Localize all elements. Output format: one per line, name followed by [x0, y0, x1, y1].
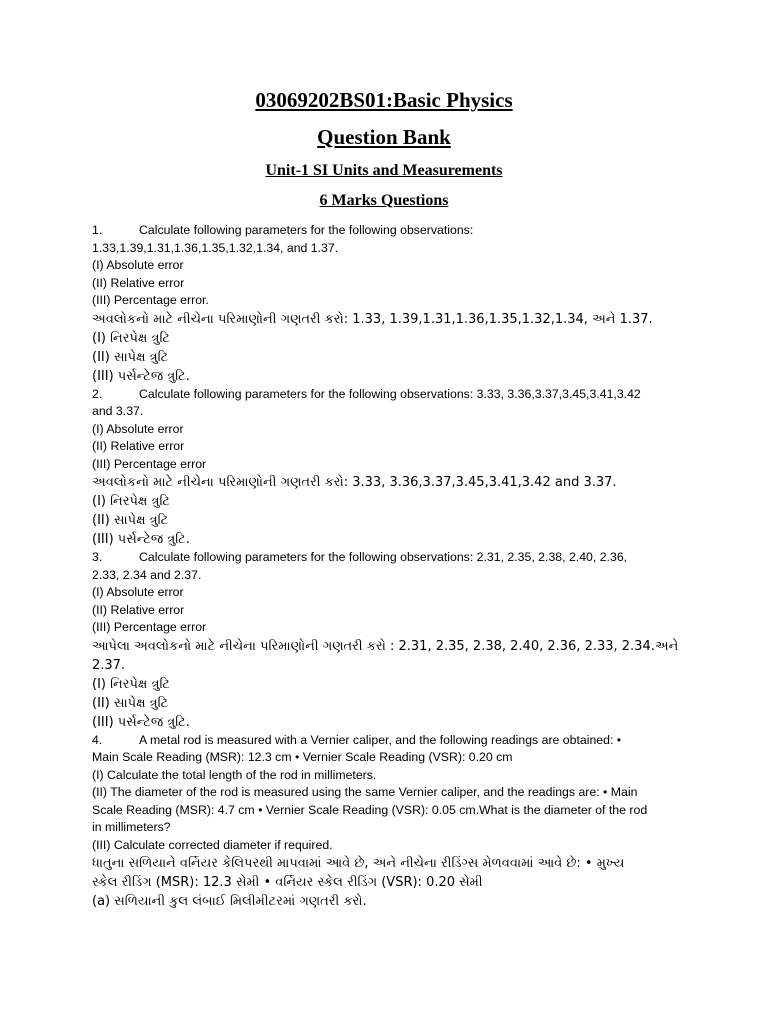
course-title: 03069202BS01:Basic Physics: [255, 88, 513, 112]
question-number: 1.: [92, 223, 103, 237]
question-3-stem: 3. Calculate following parameters for the following observations: 2.31, 2.35, 2.38, 2.40, 2.36,: [92, 549, 682, 567]
question-part: (I) Absolute error: [92, 421, 184, 436]
gujarati-stem: અવલોકનો માટે નીચેના પરિમાણોની ગણતરી કરો: 3.33, 3.36,3.37,3.45,3.41,3.42 and 3.37.: [92, 475, 617, 490]
gujarati-part: (II) સાપેક્ષ ત્રુટિ: [92, 513, 169, 528]
question-4-line: Scale Reading (MSR): 4.7 cm • Vernier Scale Reading (VSR): 0.05 cm.What is the diameter of the rod: [92, 802, 648, 817]
question-1-values: 1.33,1.39,1.31,1.36,1.35,1.32,1.34, and 1.37.: [92, 240, 339, 255]
gujarati-part: (III) પર્સન્ટેજ ત્રુટિ.: [92, 368, 190, 384]
question-number: 4.: [92, 732, 103, 747]
gujarati-part: (II) સાપેક્ષ ત્રુટિ: [92, 695, 169, 711]
question-part: (I) Absolute error: [92, 258, 184, 272]
gujarati-line: ધાતુના સળિયાને વર્નિયર કેલિપરથી માપવામાં આવે છે, અને નીચેના રીડિંગ્સ મેળવવામાં આવે છે: • મુખ્ય: [92, 856, 625, 871]
question-part: (III) Percentage error: [92, 456, 207, 471]
question-4-line: (I) Calculate the total length of the rod in millimeters.: [92, 767, 377, 782]
question-4-line: in millimeters?: [92, 820, 171, 834]
gujarati-part: (I) નિરપેક્ષ ત્રુટિ: [92, 330, 170, 346]
question-part: (III) Percentage error.: [92, 293, 209, 307]
question-part: (II) Relative error: [92, 602, 185, 617]
gujarati-stem-continued: 2.37.: [92, 657, 126, 673]
unit-heading: Unit-1 SI Units and Measurements: [265, 162, 503, 179]
gujarati-part: (III) પર્સન્ટેજ ત્રુટિ.: [92, 714, 190, 730]
question-2-values: and 3.37.: [92, 404, 144, 418]
gujarati-line: (a) સળિયાની કુલ લંબાઈ મિલીમીટરમાં ગણતરી કરો.: [92, 894, 367, 909]
gujarati-part: (II) સાપેક્ષ ત્રુટિ: [92, 349, 169, 365]
section-heading: 6 Marks Questions: [319, 192, 449, 209]
question-list: [92, 222, 682, 911]
question-4-stem: 4. A metal rod is measured with a Vernier caliper, and the following readings are obtained: •: [92, 732, 682, 750]
question-4-line: (II) The diameter of the rod is measured using the same Vernier caliper, and the readings are: • Main: [92, 785, 638, 799]
question-part: (III) Percentage error: [92, 620, 207, 634]
question-3-values: 2.33, 2.34 and 2.37.: [92, 567, 202, 582]
question-2-stem: 2. Calculate following parameters for the following observations: 3.33, 3.36,3.37,3.45,3.41,3.42: [92, 386, 682, 404]
gujarati-stem: અવલોકનો માટે નીચેના પરિમાણોની ગણતરી કરો: 1.33, 1.39,1.31,1.36,1.35,1.32,1.34, અને 1.37.: [92, 311, 653, 327]
question-1-stem: 1. Calculate following parameters for the following observations:: [92, 222, 682, 240]
question-4-line: Main Scale Reading (MSR): 12.3 cm • Vernier Scale Reading (VSR): 0.20 cm: [92, 750, 513, 764]
question-4-line: (III) Calculate corrected diameter if required.: [92, 837, 333, 852]
gujarati-line: સ્કેલ રીડિંગ (MSR): 12.3 સેમી • વર્નિયર સ્કેલ રીડિંગ (VSR): 0.20 સેમી: [92, 875, 483, 890]
question-number: 3.: [92, 550, 103, 564]
gujarati-part: (III) પર્સન્ટેજ ત્રુટિ.: [92, 532, 190, 547]
gujarati-part: (I) નિરપેક્ષ ત્રુટિ: [92, 494, 170, 509]
gujarati-part: (I) નિરપેક્ષ ત્રુટિ: [92, 676, 170, 692]
gujarati-stem: આપેલા અવલોકનો માટે નીચેના પરિમાણોની ગણતરી કરો : 2.31, 2.35, 2.38, 2.40, 2.36, 2.33, 2.34.અને: [92, 638, 679, 654]
question-part: (II) Relative error: [92, 275, 185, 290]
question-part: (II) Relative error: [92, 439, 185, 453]
question-number: 2.: [92, 386, 103, 401]
page-title: Question Bank: [317, 125, 451, 149]
question-part: (I) Absolute error: [92, 585, 184, 599]
